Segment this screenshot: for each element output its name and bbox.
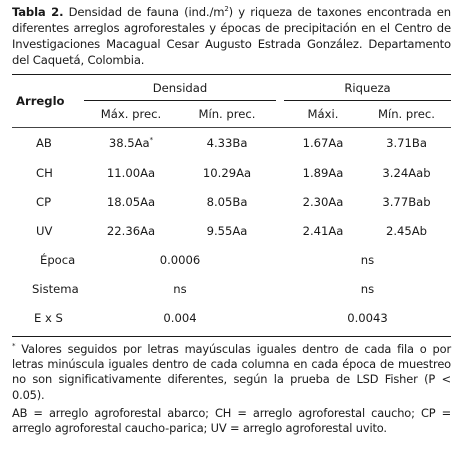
stat-densidad-cell: 0.0006 [159,252,201,267]
stat-riqueza-cell: ns [360,281,375,296]
densidad-min-cell: 4.33Ba [206,136,248,150]
arreglo-cell: CP [36,194,52,209]
sub-header-gap [276,101,284,128]
footnote-marker: * [12,342,16,351]
row-gap [276,245,284,274]
stat-label-cell: Sistema [32,281,79,296]
significance-marker: * [149,136,154,145]
group-header-row [12,75,451,101]
data-table [12,75,451,127]
table-row [12,187,451,216]
arreglo-header: Arreglo [16,94,65,108]
table-row [12,128,451,158]
densidad-max-cell: 18.05Aa [106,194,156,209]
row-gap [276,187,284,216]
arreglo-cell: AB [36,136,52,150]
row-gap [276,216,284,245]
stat-label-cell: E x S [34,310,63,325]
riqueza-max-cell: 2.30Aa [302,194,344,209]
caption-text-start: Densidad de fauna (ind./m [63,5,225,19]
riqueza-max-cell: 1.67Aa [302,136,344,150]
row-gap [276,274,284,303]
densidad-max-value: 38.5Aa [108,136,150,150]
riqueza-max-cell: 1.89Aa [302,165,344,180]
stat-riqueza-cell: 0.0043 [347,310,388,325]
caption-label: Tabla 2. [12,5,64,19]
riqueza-max-header: Máxi. [307,107,339,121]
densidad-max-header: Máx. prec. [100,107,162,121]
caption-superscript: 2 [224,5,229,14]
riqueza-min-cell: 2.45Ab [385,223,428,238]
riqueza-header: Riqueza [284,75,451,101]
significance-footnote [12,342,451,403]
row-gap [276,303,284,332]
densidad-max-cell: 11.00Aa [106,165,156,180]
riqueza-max-cell: 2.41Aa [302,223,344,238]
data-table-body [12,128,451,332]
stat-riqueza-cell: ns [360,252,375,267]
stat-densidad-cell: 0.004 [163,310,197,325]
riqueza-min-cell: 3.24Aab [382,165,431,180]
riqueza-min-cell: 3.77Bab [382,194,431,209]
stat-row [12,245,451,274]
densidad-min-cell: 8.05Ba [206,194,248,209]
arreglo-cell: CH [36,165,53,180]
table-row [12,216,451,245]
densidad-max-cell: 22.36Aa [106,223,156,238]
riqueza-min-header: Mín. prec. [377,107,435,121]
stat-label-cell: Época [40,252,76,267]
riqueza-min-cell: 3.71Ba [386,136,427,150]
header-gap [276,75,284,101]
table-row [12,158,451,187]
densidad-min-cell: 9.55Aa [206,223,248,238]
row-gap [276,158,284,187]
row-gap [276,128,284,158]
stat-densidad-cell: ns [173,281,187,296]
densidad-max-cell [84,128,178,158]
densidad-min-cell: 10.29Aa [202,165,252,180]
arreglo-cell: UV [36,223,53,238]
densidad-min-header: Mín. prec. [198,107,256,121]
abbreviations-footnote: AB = arreglo agroforestal abarco; CH = arreglo agroforestal caucho; CP = arreglo agroforestal caucho-parica; UV = arreglo agroforestal uvito. [12,405,451,436]
table-caption [12,4,451,68]
footnote-text: Valores seguidos por letras mayúsculas iguales dentro de cada fila o por letras minúscula iguales dentro de cada columna en cada época de muestreo no son significativamente diferentes, según la prueba de LSD Fisher (P < 0.05). [12,342,451,402]
densidad-header: Densidad [84,75,276,101]
stat-row [12,274,451,303]
caption-text-end: ) y riqueza de taxones encontrada en diferentes arreglos agroforestales y épocas de precipitación en el Centro de Investigaciones Macagual Cesar Augusto Estrada González. Departamento del Caquetá, Colombia. [12,5,451,67]
stat-row [12,303,451,332]
bottom-rule [12,336,451,337]
